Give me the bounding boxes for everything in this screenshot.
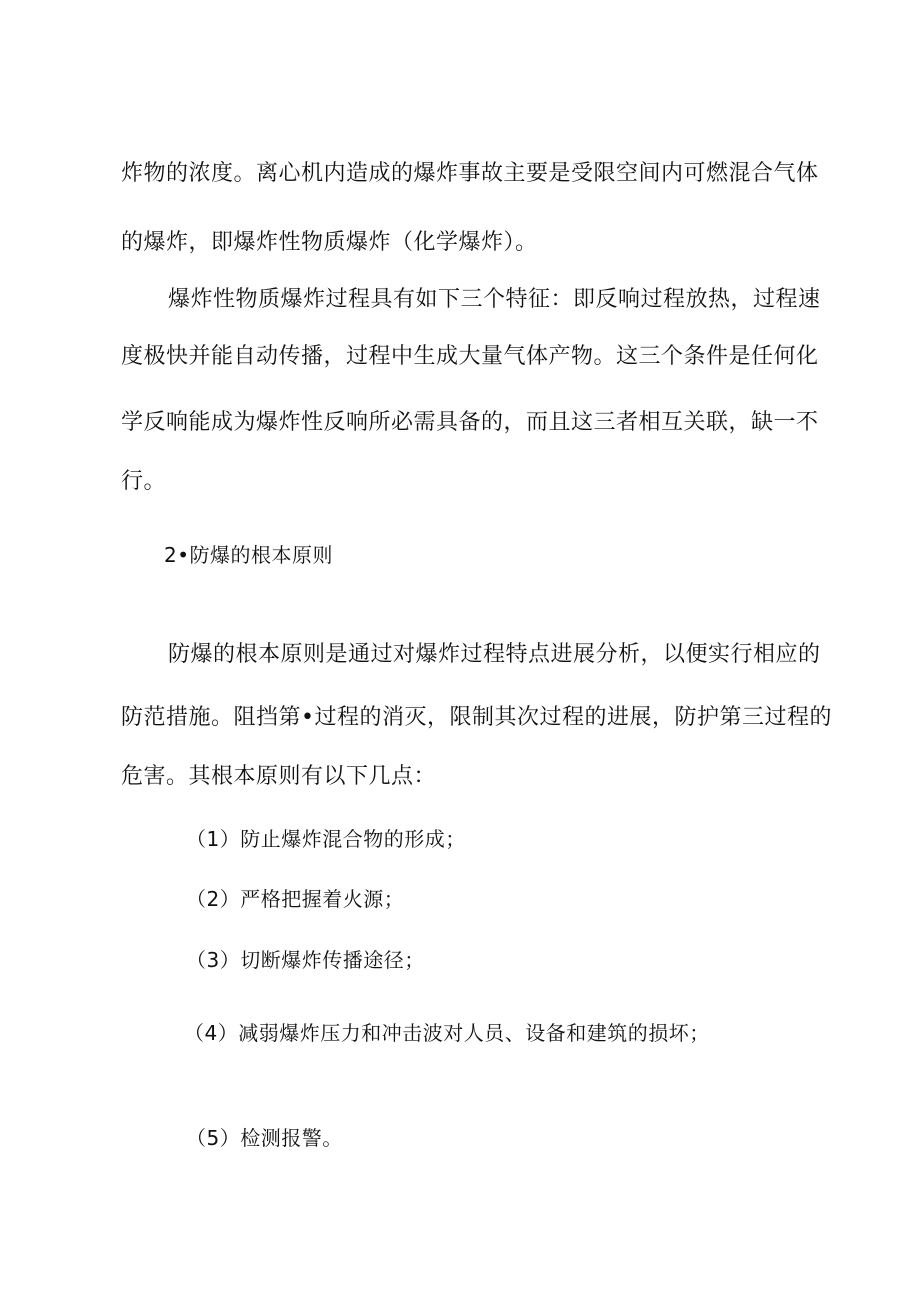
list-item: （4）减弱爆炸压力和冲击波对人员、设备和建筑的损坏； [184, 1021, 710, 1045]
text-line: 防范措施。阻挡第•过程的消灭，限制其次过程的进展，防护第三过程的 [121, 705, 832, 730]
list-item: （1）防止爆炸混合物的形成； [186, 827, 466, 851]
text-line: 危害。其根本原则有以下几点： [121, 764, 437, 789]
text-line: 的爆炸，即爆炸性物质爆炸（化学爆炸）。 [121, 230, 538, 255]
text-line: 防爆的根本原则是通过对爆炸过程特点进展分析，以便实行相应的 [168, 642, 821, 667]
text-line: 度极快并能自动传播，过程中生成大量气体产物。这三个条件是任何化 [121, 344, 819, 369]
text-line: 炸物的浓度。离心机内造成的爆炸事故主要是受限空间内可燃混合气体 [121, 161, 819, 186]
text-line: 行。 [121, 469, 167, 494]
text-line: 学反响能成为爆炸性反响所必需具备的，而且这三者相互关联，缺一不 [121, 410, 819, 435]
text-line: 爆炸性物质爆炸过程具有如下三个特征：即反响过程放热，过程速 [168, 287, 821, 312]
section-heading: 2•防爆的根本原则 [164, 543, 334, 567]
list-item: （2）严格把握着火源； [186, 887, 405, 911]
list-item: （5）检测报警。 [186, 1126, 343, 1150]
list-item: （3）切断爆炸传播途径； [186, 948, 425, 972]
